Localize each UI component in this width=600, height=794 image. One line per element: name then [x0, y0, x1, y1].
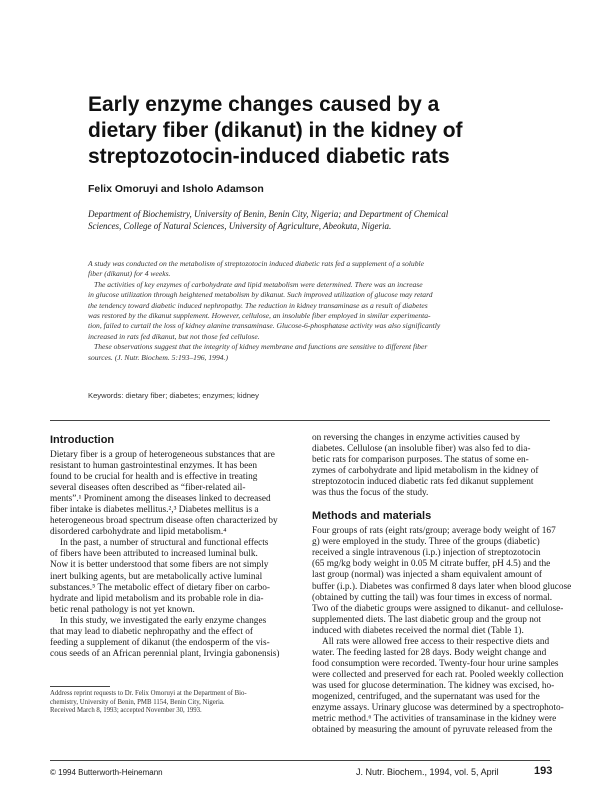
methods-line: was used for glucose determination. The kidney was excised, ho- — [312, 680, 555, 691]
methods-line: g) were employed in the study. Three of the groups (diabetic) — [312, 537, 540, 548]
introduction-line: In the past, a number of structural and functional effects — [60, 538, 269, 549]
methods-line: obtained by measuring the amount of pyruvate released from the — [312, 725, 553, 736]
introduction-line: streptozotocin induced diabetic rats fed dikanut supplement — [312, 477, 534, 488]
article-title — [88, 92, 528, 170]
introduction-continued — [312, 433, 558, 499]
introduction-line: hydrate and lipid metabolism and its probable role in dia- — [50, 593, 264, 604]
introduction-body — [50, 450, 296, 660]
introduction-line: ments”.¹ Prominent among the diseases linked to decreased — [50, 494, 271, 505]
introduction-line: fiber intake is diabetes mellitus.²,³ Diabetes mellitus is a — [50, 505, 259, 516]
abstract-line: in glucose utilization through heightened metabolism by dikanut. Such improved utilization of glucose may retard — [88, 290, 433, 300]
copyright: © 1994 Butterworth-Heinemann — [50, 768, 163, 777]
introduction-line: betic rats for comparison purposes. The status of some en- — [312, 455, 529, 466]
methods-line: Four groups of rats (eight rats/group; average body weight of 167 — [312, 526, 556, 537]
authors: Felix Omoruyi and Isholo Adamson — [88, 183, 264, 195]
methods-line: metric method.⁶ The activities of transaminase in the kidney were — [312, 714, 557, 725]
abstract-line: fiber (dikanut) for 4 weeks. — [88, 269, 171, 279]
page-number: 193 — [534, 765, 553, 777]
methods-line: mogenized, centrifuged, and the supernatant was used for the — [312, 691, 540, 702]
introduction-line: several diseases often described as “fiber-related ail- — [50, 483, 246, 494]
journal-citation: J. Nutr. Biochem., 1994, vol. 5, April — [356, 767, 499, 777]
methods-line: All rats were allowed free access to their respective diets and — [322, 636, 550, 647]
abstract-line: sources. (J. Nutr. Biochem. 5:193–196, 1994.) — [88, 352, 228, 362]
introduction-line: In this study, we investigated the early enzyme changes — [60, 615, 267, 626]
affiliation-line: Department of Biochemistry, University of Benin, Benin City, Nigeria; and Department of Chemical — [88, 209, 449, 219]
methods-line: supplemented diets. The last diabetic group and the group not — [312, 614, 542, 625]
introduction-line: was thus the focus of the study. — [312, 488, 429, 499]
introduction-line: cous seeds of an African perennial plant, Irvingia gabonensis) — [50, 648, 280, 659]
methods-line: Two of the diabetic groups were assigned to dikanut- and cellulose- — [312, 603, 564, 614]
introduction-line: Dietary fiber is a group of heterogeneous substances that are — [50, 450, 275, 460]
right-column — [312, 433, 572, 736]
abstract-line: A study was conducted on the metabolism of streptozotocin induced diabetic rats fed a supplement of a soluble — [88, 259, 424, 268]
methods-line: were collected and preserved for each rat. Pooled weekly collection — [312, 669, 564, 680]
abstract-line: The activities of key enzymes of carbohydrate and lipid metabolism were determined. There was an increase — [94, 279, 423, 289]
footnote — [50, 690, 296, 716]
methods-line: (obtained by cutting the tail) was four times in excess of normal. — [312, 592, 553, 603]
section-divider — [50, 420, 550, 421]
affiliation-line: Sciences, College of Natural Sciences, University of Agriculture, Abeokuta, Nigeria. — [88, 220, 392, 231]
left-column — [50, 433, 296, 660]
abstract-line: the tendency toward diabetic induced nephropathy. The reduction in kidney transaminase as a result of diabetes — [88, 300, 428, 310]
abstract-line: increased in rats fed dikanut, but not those fed cellulose. — [88, 331, 260, 341]
footer-divider — [50, 760, 550, 761]
introduction-line: heterogeneous broad spectrum disease often characterized by — [50, 516, 278, 527]
methods-line: induced with diabetes received the normal diet (Table 1). — [312, 625, 524, 636]
abstract — [88, 259, 538, 363]
methods-heading: Methods and materials — [312, 510, 432, 523]
introduction-heading: Introduction — [50, 434, 115, 446]
title-line: streptozotocin-induced diabetic rats — [88, 145, 450, 168]
methods-line: received a single intravenous (i.p.) injection of streptozotocin — [312, 548, 541, 559]
introduction-line: resistant to human gastrointestinal enzymes. It has been — [50, 461, 258, 472]
introduction-line: substances.⁵ The metabolic effect of dietary fiber on carbo- — [50, 582, 270, 593]
introduction-line: on reversing the changes in enzyme activities caused by — [312, 433, 521, 443]
methods-line: buffer (i.p.). Diabetes was confirmed 8 days later when blood glucose — [312, 581, 572, 592]
introduction-line: inert bulking agents, but are metabolically active luminal — [50, 571, 263, 582]
introduction-line: Now it is better understood that some fibers are not simply — [50, 560, 269, 571]
introduction-line: of fibers have been attributed to increased luminal bulk. — [50, 549, 258, 560]
methods-line: water. The feeding lasted for 28 days. Body weight change and — [312, 647, 547, 658]
methods-line: food consumption were recorded. Twenty-four hour urine samples — [312, 658, 559, 669]
title-line: dietary fiber (dikanut) in the kidney of — [88, 119, 463, 142]
introduction-line: found to be crucial for health and is effective in treating — [50, 472, 258, 483]
affiliation — [88, 209, 538, 232]
introduction-line: disordered carbohydrate and lipid metabolism.⁴ — [50, 527, 227, 538]
introduction-line: diabetes. Cellulose (an insoluble fiber) was also fed to dia- — [312, 444, 531, 455]
abstract-line: tion, failed to curtail the loss of kidney alanine transaminase. Glucose-6-phosphatase activity was also significantly — [88, 321, 441, 331]
methods-line: enzyme assays. Urinary glucose was determined by a spectrophoto- — [312, 703, 564, 714]
keywords: Keywords: dietary fiber; diabetes; enzymes; kidney — [88, 391, 259, 400]
introduction-line: betic renal pathology is not yet known. — [50, 604, 195, 615]
footnote-line: chemistry, University of Benin, PMB 1154, Benin City, Nigeria. — [50, 698, 225, 706]
methods-line: (65 mg/kg body weight in 0.05 M citrate buffer, pH 4.5) and the — [312, 559, 551, 570]
footnote-line: Received March 8, 1993; accepted November 30, 1993. — [50, 707, 202, 715]
introduction-line: that may lead to diabetic nephropathy and the effect of — [50, 626, 253, 637]
abstract-line: was restored by the dikanut supplement. However, cellulose, an insoluble fiber employed in similar experimenta- — [88, 311, 431, 321]
footnote-line: Address reprint requests to Dr. Felix Omoruyi at the Department of Bio- — [50, 690, 247, 697]
introduction-line: zymes of carbohydrate and lipid metabolism in the kidney of — [312, 466, 539, 477]
introduction-line: feeding a supplement of dikanut (the endosperm of the vis- — [50, 637, 270, 648]
footnote-divider — [50, 686, 110, 687]
abstract-line: These observations suggest that the integrity of kidney membrane and functions are sensitive to different fiber — [94, 342, 428, 352]
methods-line: last group (normal) was injected a sham equivalent amount of — [312, 570, 543, 581]
title-line: Early enzyme changes caused by a — [88, 93, 440, 116]
methods-body — [312, 526, 572, 736]
